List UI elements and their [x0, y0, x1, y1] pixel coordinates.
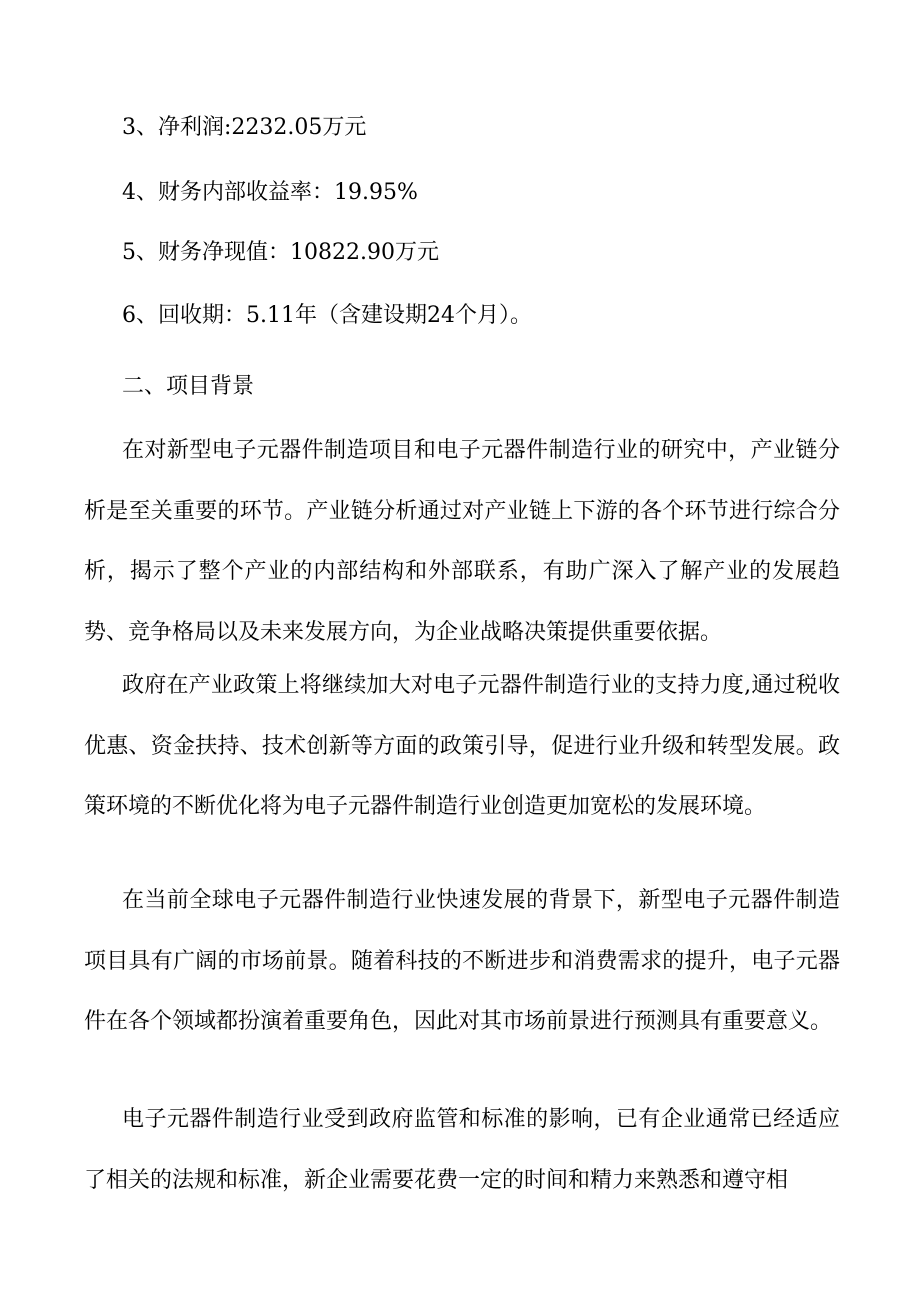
list-item-irr: 4、财务内部收益率：19.95% — [122, 180, 418, 205]
paragraph-industry-chain: 在对新型电子元器件制造项目和电子元器件制造行业的研究中，产业链分析是至关重要的环节。产业链分析通过对产业链上下游的各个环节进行综合分析，揭示了整个产业的内部结构和外部联系，有助广深入了解产业的发展趋势、竞争格局以及未来发展方向，为企业战略决策提供重要依据。 — [84, 438, 840, 645]
list-item-net-profit: 3、净利润:2232.05万元 — [122, 115, 367, 140]
paragraph-market-outlook: 在当前全球电子元器件制造行业快速发展的背景下，新型电子元器件制造项目具有广阔的市场前景。随着科技的不断进步和消费需求的提升，电子元器件在各个领域都扮演着重要角色，因此对其市场前景进行预测具有重要意义。 — [84, 888, 840, 1034]
paragraph-regulation: 电子元器件制造行业受到政府监管和标准的影响，已有企业通常已经适应了相关的法规和标准，新企业需要花费一定的时间和精力来熟悉和遵守相 — [84, 1107, 840, 1193]
section-heading: 二、项目背景 — [122, 374, 255, 399]
list-item-npv: 5、财务净现值：10822.90万元 — [122, 240, 439, 265]
list-item-payback-period: 6、回收期：5.11年（含建设期24个月）。 — [122, 303, 532, 328]
paragraph-government-policy: 政府在产业政策上将继续加大对电子元器件制造行业的支持力度,通过税收优惠、资金扶持、技术创新等方面的政策引导，促进行业升级和转型发展。政策环境的不断优化将为电子元器件制造行业创造更加宽松的发展环境。 — [84, 673, 840, 819]
